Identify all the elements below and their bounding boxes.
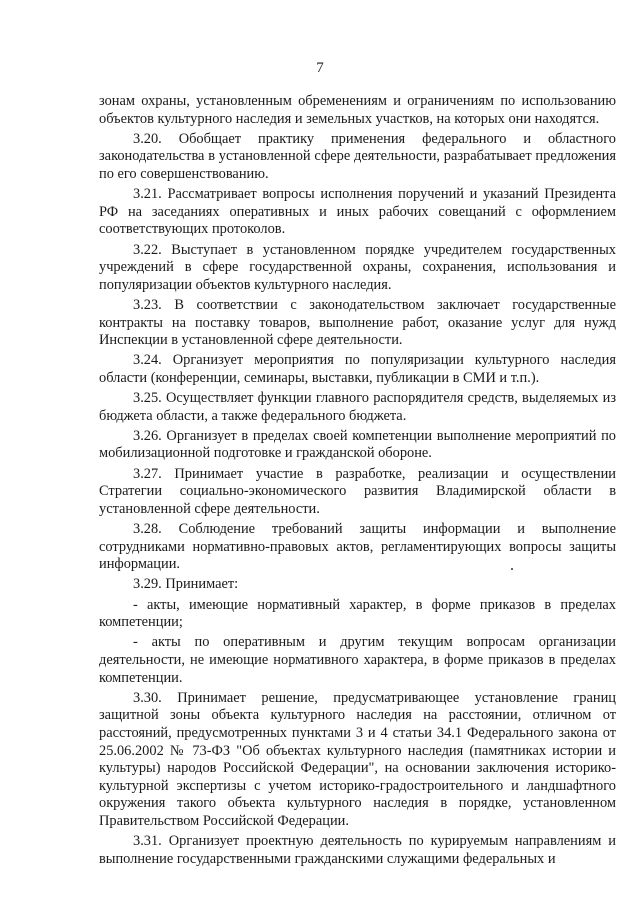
paragraph-3-24: 3.24. Организует мероприятия по популяризации культурного наследия области (конференции, семинары, выставки, публикации в СМИ и т.п.). [99,352,616,386]
paragraph-3-20: 3.20. Обобщает практику применения федерального и областного законодательства в установленной сфере деятельности, разрабатывает предложения по его совершенствованию. [99,130,616,182]
scan-speck [511,568,513,570]
paragraph-3-31: 3.31. Организует проектную деятельность по курируемым направлениям и выполнение государственными гражданскими служащими федеральных и [99,833,616,867]
page-number: 7 [316,60,324,76]
paragraph-3-28: 3.28. Соблюдение требований защиты информации и выполнение сотрудниками нормативно-правовых актов, регламентирующих вопросы защиты информации. [99,521,616,573]
paragraph-3-26: 3.26. Организует в пределах своей компетенции выполнение мероприятий по мобилизационной подготовке и гражданской обороне. [99,427,616,462]
document-body [99,93,616,871]
paragraph-3-27: 3.27. Принимает участие в разработке, реализации и осуществлении Стратегии социально-экономического развития Владимирской области в установленной сфере деятельности. [99,465,616,517]
paragraph-3-22: 3.22. Выступает в установленном порядке учредителем государственных учреждений в сфере государственной охраны, сохранения, использования и популяризации объектов культурного наследия. [99,241,616,293]
paragraph-3-30: 3.30. Принимает решение, предусматривающее установление границ защитной зоны объекта культурного наследия на расстоянии, отличном от расстояний, предусмотренных пунктами 3 и 4 статьи 34.1 Федерального закона от 25.06.2002 № 73-ФЗ "Об объектах культурного наследия (памятниках истории и культуры) народов Российской Федерации", на основании заключения историко-культурной экспертизы с учетом историко-градостроительного и ландшафтного окружения такого объекта культурного наследия в порядке, установленном Правительством Российской Федерации. [99,689,616,829]
paragraph-continuation: зонам охраны, установленным обременениям и ограничениям по использованию объектов культурного наследия и земельных участков, на которых они находятся. [99,93,616,127]
list-item-operational-acts: - акты по оперативным и другим текущим вопросам организации деятельности, не имеющие нормативного характера, в форме приказов в пределах компетенции. [99,634,616,686]
list-item-normative-acts: - акты, имеющие нормативный характер, в форме приказов в пределах компетенции; [99,596,616,631]
paragraph-3-29: 3.29. Принимает: [133,576,239,593]
paragraph-3-25: 3.25. Осуществляет функции главного распорядителя средств, выделяемых из бюджета области, а также федерального бюджета. [99,390,616,424]
paragraph-3-21: 3.21. Рассматривает вопросы исполнения поручений и указаний Президента РФ на заседаниях оперативных и иных рабочих совещаний с оформлением соответствующих протоколов. [99,186,616,238]
paragraph-3-23: 3.23. В соответствии с законодательством заключает государственные контракты на поставку товаров, выполнение работ, оказание услуг для нужд Инспекции в установленной сфере деятельности. [99,296,616,349]
